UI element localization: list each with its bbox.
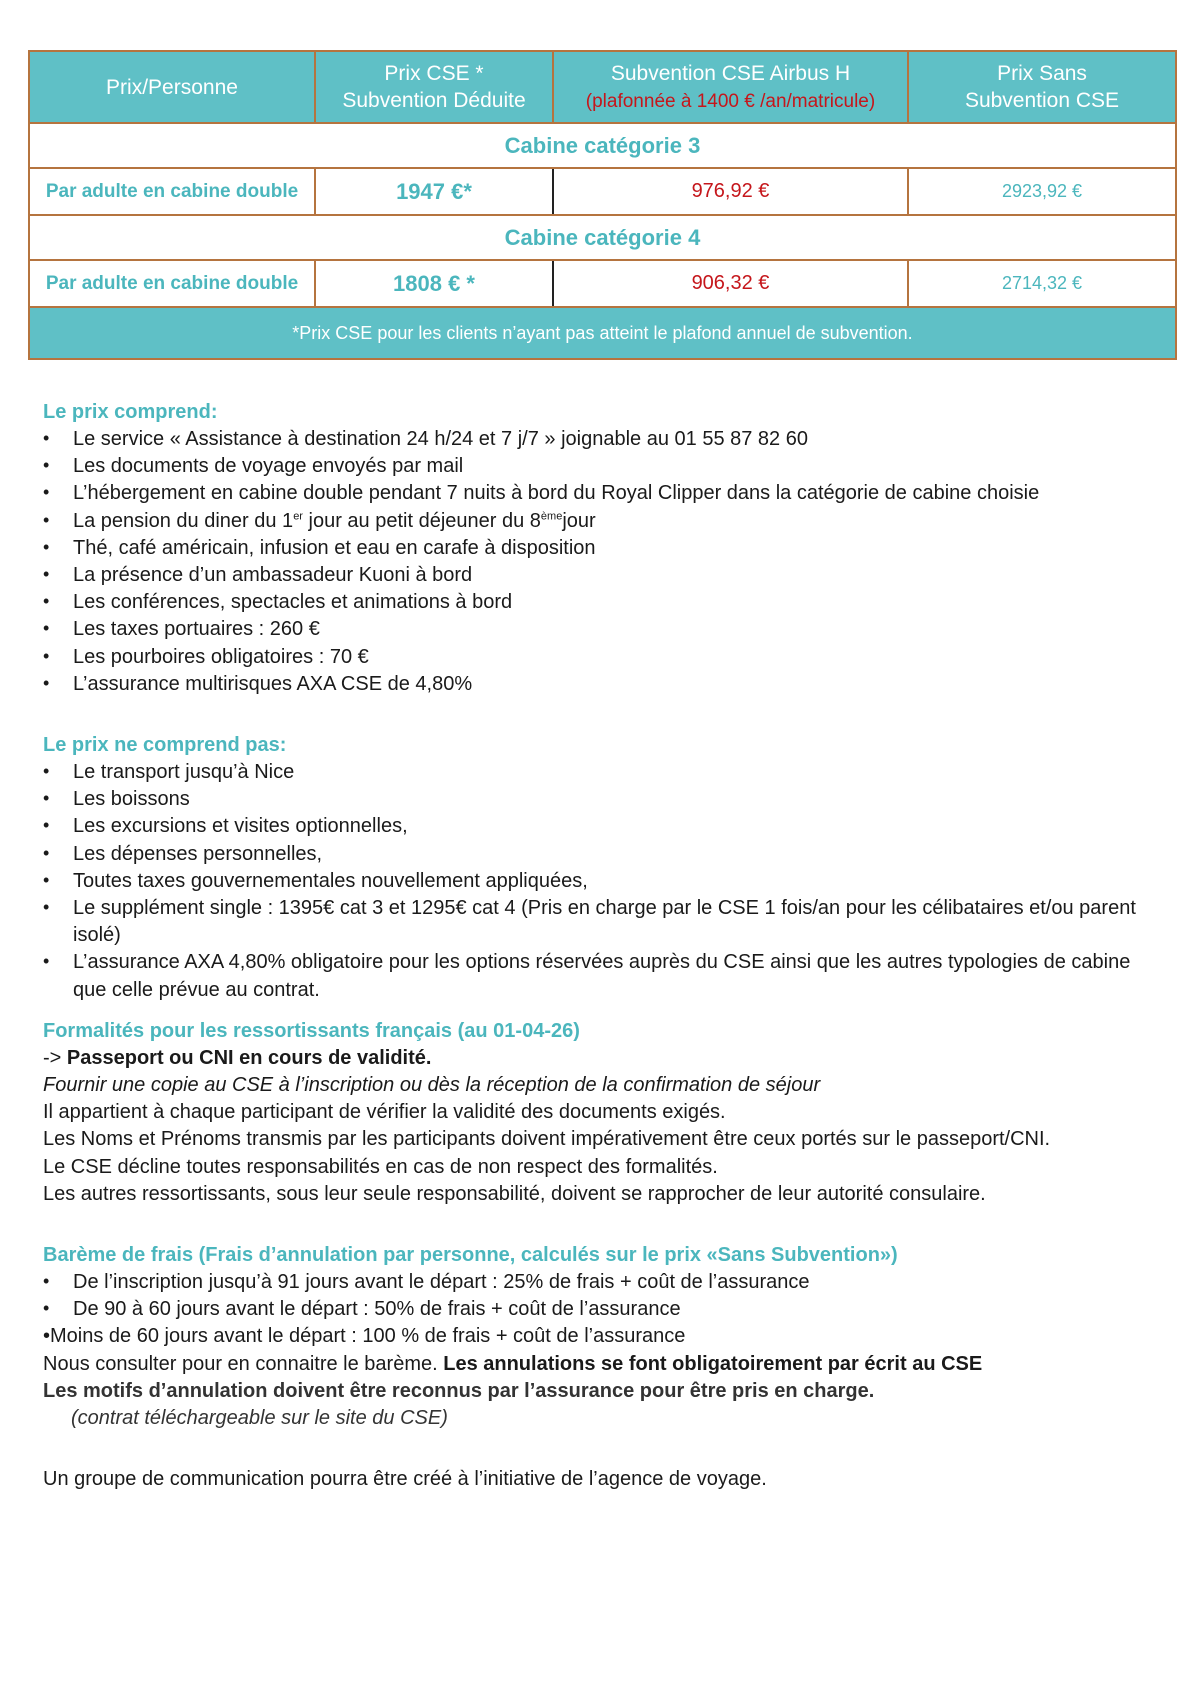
category-row <box>29 215 1176 260</box>
bullet-icon: • <box>43 672 50 693</box>
bullet-icon: • <box>43 509 50 530</box>
row-price-no-subvention: 2923,92 € <box>908 168 1176 215</box>
list-item: • Les dépenses personnelles, <box>43 841 1163 868</box>
table-row <box>29 260 1176 307</box>
price-table-header <box>29 51 1176 123</box>
excludes-heading: Le prix ne comprend pas: <box>43 734 287 757</box>
includes-heading: Le prix comprend: <box>43 401 218 423</box>
bullet-icon: • <box>43 645 50 666</box>
header-prix-sans-subvention: Prix Sans Subvention CSE <box>908 51 1176 123</box>
table-note: *Prix CSE pour les clients n’ayant pas atteint le plafond annuel de subvention. <box>29 307 1176 359</box>
formalities-heading: Formalités pour les ressortissants français (au 01-04-26) <box>43 1019 580 1042</box>
bullet-icon: • <box>43 761 50 782</box>
list-item: • Toutes taxes gouvernementales nouvellement appliquées, <box>43 868 1163 895</box>
cancellation-contract-note: (contrat téléchargeable sur le site du CSE) <box>71 1407 448 1430</box>
includes-list <box>43 426 1163 698</box>
formalities-line: Il appartient à chaque participant de vérifier la validité des documents exigés. <box>43 1101 726 1124</box>
bullet-icon: • <box>43 1298 50 1319</box>
bullet-icon: • <box>43 815 50 836</box>
header-subvention: Subvention CSE Airbus H (plafonnée à 1400 € /an/matricule) <box>553 51 908 123</box>
formalities-line: Les Noms et Prénoms transmis par les participants doivent impérativement être ceux portés sur le passeport/CNI. <box>43 1128 1051 1151</box>
header-prix-cse: Prix CSE * Subvention Déduite <box>315 51 553 123</box>
bullet-icon: • <box>43 897 50 918</box>
row-subvention: 976,92 € <box>553 168 908 215</box>
bullet-icon: • <box>43 788 50 809</box>
row-label: Par adulte en cabine double <box>29 168 315 215</box>
excludes-list <box>43 759 1163 1004</box>
bullet-icon: • <box>43 618 50 639</box>
document-body <box>43 399 1163 1494</box>
list-item: • Le service « Assistance à destination 24 h/24 et 7 j/7 » joignable au 01 55 87 82 60 <box>43 426 1163 453</box>
formalities-line: Le CSE décline toutes responsabilités en cas de non respect des formalités. <box>43 1155 718 1178</box>
list-item: • L’hébergement en cabine double pendant 7 nuits à bord du Royal Clipper dans la catégorie de cabine choisie <box>43 480 1163 507</box>
cancellation-heading: Barème de frais (Frais d’annulation par personne, calculés sur le prix «Sans Subvention») <box>43 1244 898 1267</box>
list-item: • Le transport jusqu’à Nice <box>43 759 1163 786</box>
row-price-cse: 1947 €* <box>315 168 553 215</box>
list-item: • De 90 à 60 jours avant le départ : 50% de frais + coût de l’assurance <box>43 1296 1163 1323</box>
list-item: • L’assurance multirisques AXA CSE de 4,80% <box>43 671 1163 698</box>
list-item: • Thé, café américain, infusion et eau en carafe à disposition <box>43 535 1163 562</box>
formalities-copy-note: Fournir une copie au CSE à l’inscription ou dès la réception de la confirmation de séjour <box>43 1074 821 1097</box>
list-item: • Les conférences, spectacles et animations à bord <box>43 589 1163 616</box>
list-item: • Les documents de voyage envoyés par mail <box>43 453 1163 480</box>
cancellation-list <box>43 1269 1163 1323</box>
formalities-requirement: -> Passeport ou CNI en cours de validité. <box>43 1046 432 1069</box>
bullet-icon: • <box>43 428 50 448</box>
row-subvention: 906,32 € <box>553 260 908 307</box>
table-note-row <box>29 307 1176 359</box>
category-row <box>29 123 1176 168</box>
bullet-icon: • <box>43 869 50 890</box>
row-price-cse: 1808 € * <box>315 260 553 307</box>
bullet-icon: • <box>43 591 50 612</box>
bullet-icon: • <box>43 951 50 972</box>
formalities-line: Les autres ressortissants, sous leur seule responsabilité, doivent se rapprocher de leur autorité consulaire. <box>43 1182 986 1205</box>
bullet-icon: • <box>43 455 50 476</box>
cancellation-motifs: Les motifs d’annulation doivent être reconnus par l’assurance pour être pris en charge. <box>43 1379 875 1402</box>
list-item: • La pension du diner du 1er jour au petit déjeuner du 8èmejour <box>43 508 1163 535</box>
bullet-icon: • <box>43 536 50 557</box>
footer-line: Un groupe de communication pourra être créé à l’initiative de l’agence de voyage. <box>43 1468 767 1491</box>
list-item: • Les taxes portuaires : 260 € <box>43 616 1163 643</box>
list-item: • De l’inscription jusqu’à 91 jours avant le départ : 25% de frais + coût de l’assurance <box>43 1269 1163 1296</box>
list-item: • La présence d’un ambassadeur Kuoni à bord <box>43 562 1163 589</box>
list-item: • L’assurance AXA 4,80% obligatoire pour les options réservées auprès du CSE ainsi que les autres typologies de cabine que celle prévue au contrat. <box>43 949 1163 1003</box>
list-item: • Les boissons <box>43 786 1163 813</box>
bullet-icon: • <box>43 1271 50 1292</box>
bullet-icon: • <box>43 482 50 503</box>
bullet-icon: • <box>43 564 50 585</box>
row-price-no-subvention: 2714,32 € <box>908 260 1176 307</box>
list-item: • Les pourboires obligatoires : 70 € <box>43 644 1163 671</box>
list-item: • Le supplément single : 1395€ cat 3 et 1295€ cat 4 (Pris en charge par le CSE 1 fois/an pour les célibataires et/ou parent isolé) <box>43 895 1163 949</box>
table-row <box>29 168 1176 215</box>
cancellation-consult: Nous consulter pour en connaitre le barème. Les annulations se font obligatoirement par écrit au CSE <box>43 1352 983 1375</box>
bullet-icon: • <box>43 842 50 863</box>
list-item: • Les excursions et visites optionnelles, <box>43 813 1163 840</box>
category-label: Cabine catégorie 3 <box>29 123 1176 168</box>
category-label: Cabine catégorie 4 <box>29 215 1176 260</box>
price-table <box>28 50 1177 360</box>
header-prix-personne: Prix/Personne <box>29 51 315 123</box>
cancellation-less60: •Moins de 60 jours avant le départ : 100 % de frais + coût de l’assurance <box>43 1325 686 1348</box>
row-label: Par adulte en cabine double <box>29 260 315 307</box>
